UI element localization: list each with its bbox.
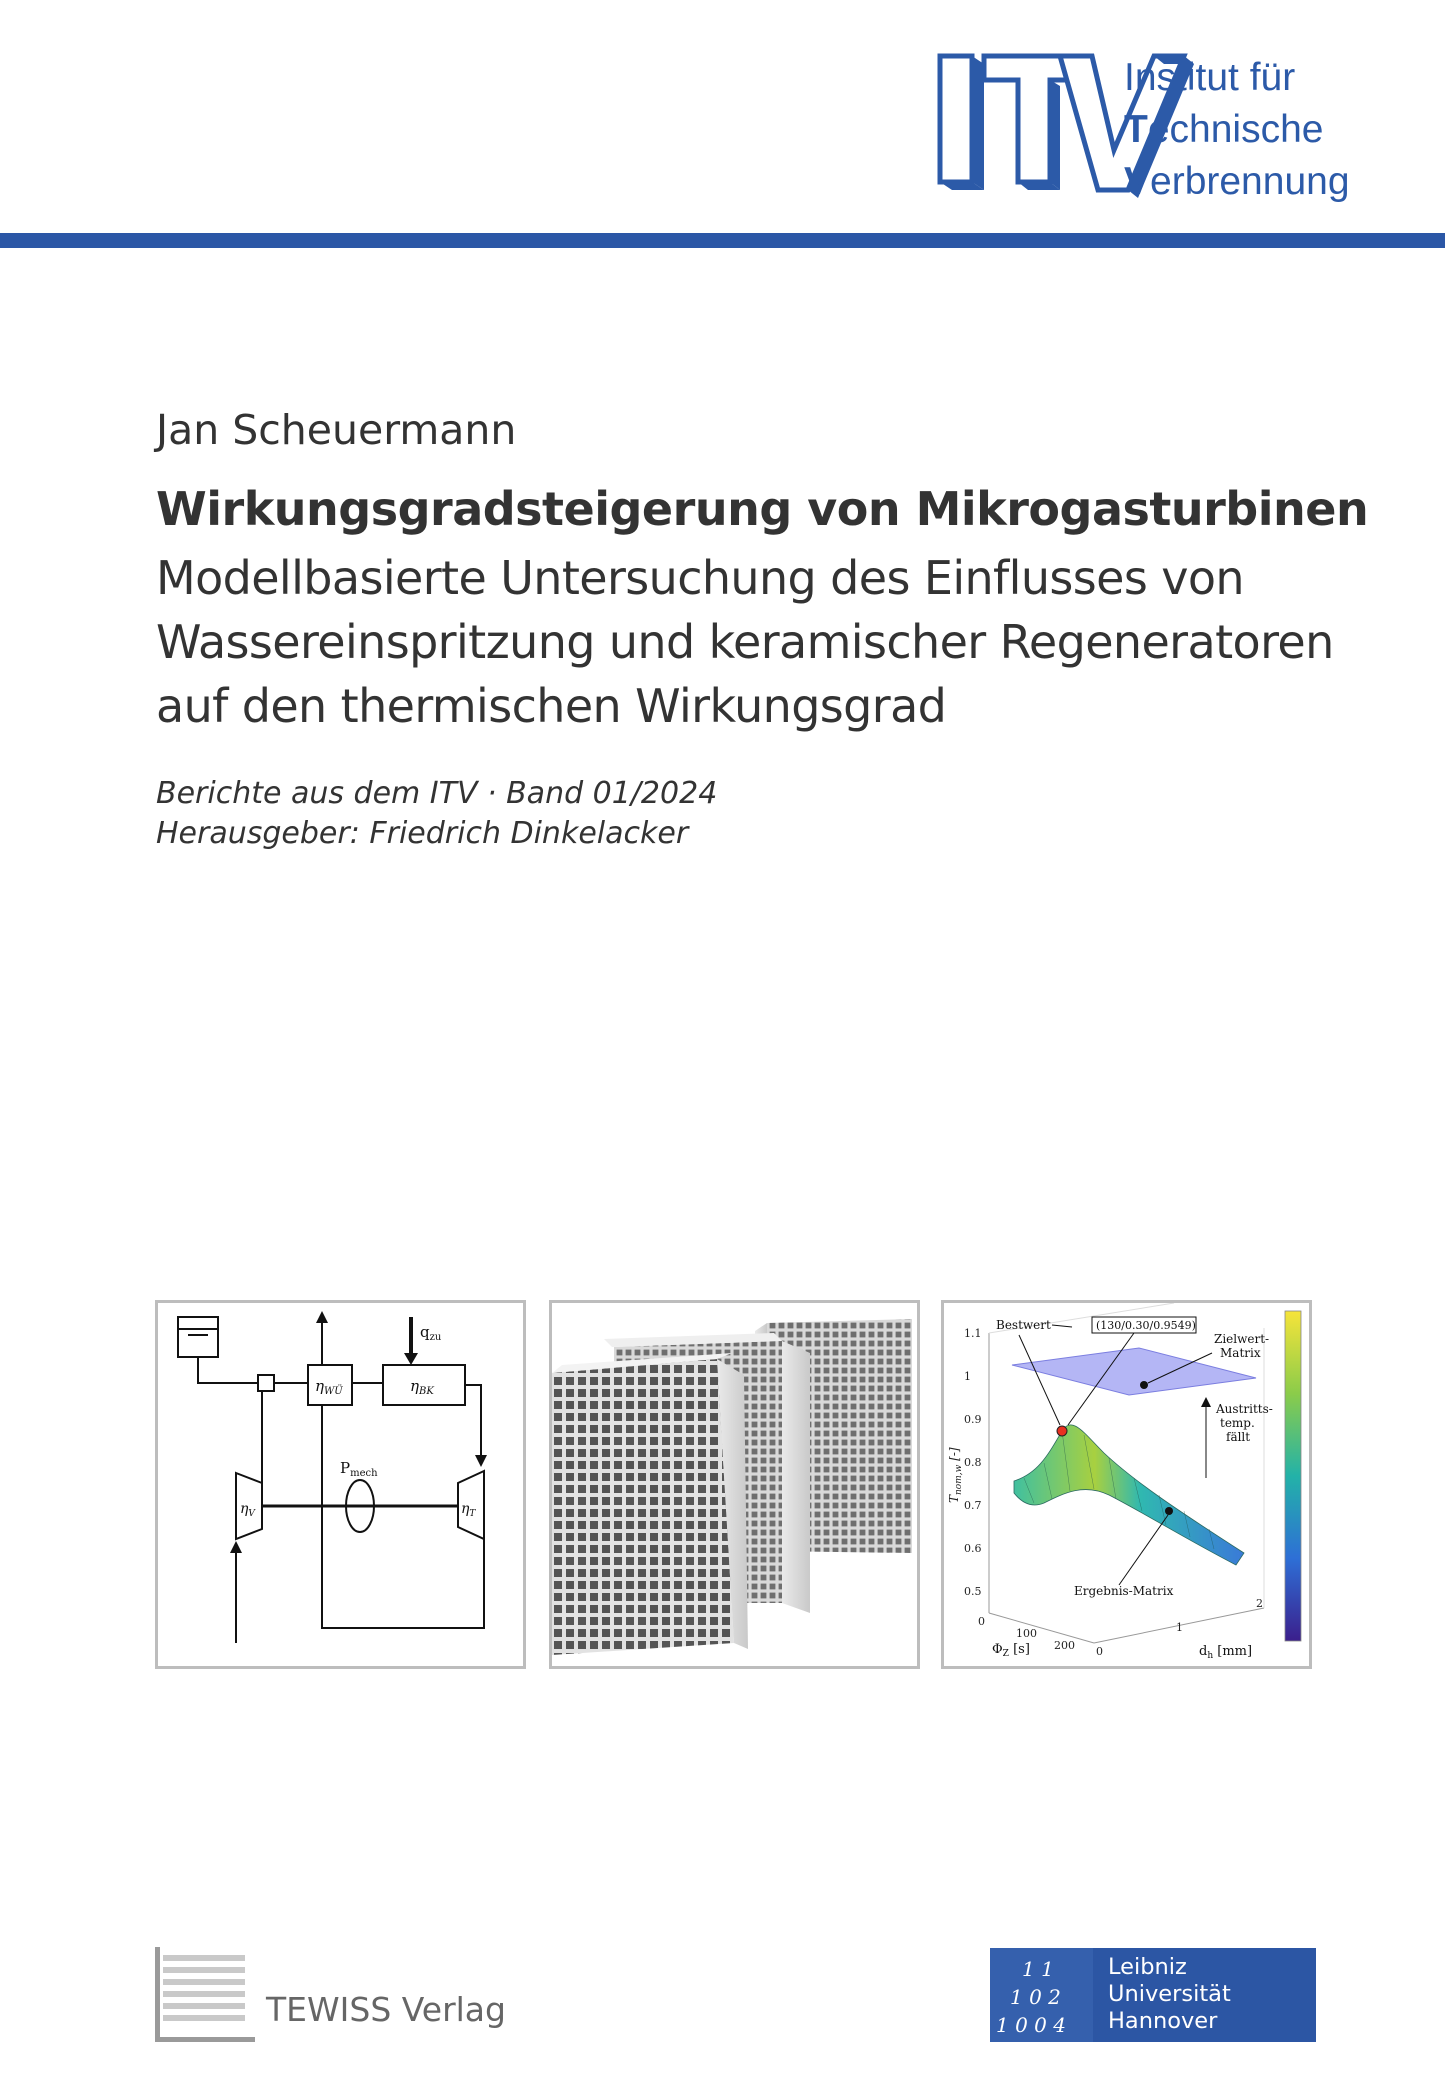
z-tick-label: 0.8 xyxy=(964,1456,982,1469)
z-tick-label: 0.9 xyxy=(964,1413,982,1426)
institute-line-3-rest: erbrennung xyxy=(1150,160,1350,203)
target-matrix-marker xyxy=(1140,1381,1148,1389)
outlet-temp-label-1: Austritts- xyxy=(1216,1402,1273,1416)
cycle-diagram xyxy=(158,1303,523,1666)
target-matrix-label-2: Matrix xyxy=(1220,1346,1261,1360)
p-mech-label: $P_{mech}$ xyxy=(340,1459,378,1479)
institute-name xyxy=(1124,52,1350,208)
q-in-label: $q_{zu}$ xyxy=(420,1323,442,1343)
heat-input-arrowhead-icon xyxy=(404,1353,418,1365)
university-line-1: Leibniz xyxy=(1108,1954,1187,1980)
z-tick-label: 0.7 xyxy=(964,1499,982,1512)
ceramic-regenerator-picture xyxy=(552,1303,917,1666)
result-matrix-marker xyxy=(1165,1507,1173,1515)
exhaust-arrowhead-icon xyxy=(316,1311,328,1323)
book-subtitle xyxy=(156,546,1396,738)
x-tick-label: 0 xyxy=(978,1615,985,1628)
y-tick-label: 2 xyxy=(1256,1597,1263,1610)
institute-line-1: Institut für xyxy=(1124,56,1296,99)
combustor-box xyxy=(383,1365,465,1405)
z-axis-label: $T_{nom,w}$ [-] xyxy=(947,1447,964,1503)
z-tick-labels xyxy=(964,1327,982,1598)
eta-v-label: $\eta_V$ xyxy=(240,1501,255,1519)
y-axis-label: $d_h$ [mm] xyxy=(1199,1644,1253,1661)
result-matrix-label: Ergebnis-Matrix xyxy=(1074,1584,1174,1598)
z-tick-label: 1.1 xyxy=(964,1327,982,1340)
outlet-temp-arrowhead-icon xyxy=(1201,1397,1211,1407)
subtitle-line-3: auf den thermischen Wirkungsgrad xyxy=(156,679,947,733)
outlet-temp-label-2: temp. xyxy=(1220,1416,1255,1430)
editor-line: Herausgeber: Friedrich Dinkelacker xyxy=(156,816,689,851)
x-tick-label: 100 xyxy=(1016,1627,1037,1640)
series-info xyxy=(156,774,717,854)
book-title: Wirkungsgradsteigerung von Mikrogasturbinen xyxy=(156,482,1369,536)
university-name xyxy=(1108,1954,1231,2035)
result-matrix-surface xyxy=(1014,1425,1244,1565)
z-tick-label: 0.5 xyxy=(964,1585,982,1598)
y-tick-label: 0 xyxy=(1096,1645,1103,1658)
best-value-text: (130/0.30/0.9549) xyxy=(1096,1319,1196,1332)
regenerator-block-front xyxy=(552,1359,734,1655)
eta-bk-label: $\eta_{BK}$ xyxy=(410,1377,434,1397)
turbine-inlet-arrowhead-icon xyxy=(475,1455,487,1467)
outlet-temp-label-3: fällt xyxy=(1226,1430,1251,1444)
author-name: Jan Scheuermann xyxy=(156,406,517,454)
best-value-arrow xyxy=(1019,1335,1060,1425)
subtitle-line-1: Modellbasierte Untersuchung des Einflusses von xyxy=(156,551,1244,605)
university-mark-row-2: 1 0 2 xyxy=(1010,1985,1061,2009)
result-matrix-leader xyxy=(1119,1515,1168,1585)
surface-plot xyxy=(944,1303,1309,1666)
regenerator-block-middle-side xyxy=(782,1341,810,1613)
cycle-diagram-panel xyxy=(155,1300,526,1669)
subtitle-line-2: Wassereinspritzung und keramischer Regeneratoren xyxy=(156,615,1334,669)
eta-t-label: $\eta_T$ xyxy=(461,1501,476,1519)
water-tank-icon xyxy=(178,1317,218,1357)
institute-line-2 xyxy=(1124,104,1350,156)
bk-turbine-line xyxy=(465,1385,481,1463)
best-value-marker xyxy=(1057,1426,1067,1436)
best-value-leader xyxy=(1052,1325,1072,1327)
university-mark-row-1: 1 1 xyxy=(1022,1957,1054,1981)
water-line xyxy=(198,1357,258,1383)
institute-line-2-initial: T xyxy=(1124,108,1148,151)
university-mark-row-3: 1 0 0 4 xyxy=(996,2013,1066,2037)
x-axis-line xyxy=(989,1613,1094,1643)
surface-plot-panel xyxy=(941,1300,1312,1669)
eta-wu-label: $\eta_{WÜ}$ xyxy=(315,1377,343,1397)
z-tick-label: 1 xyxy=(964,1370,971,1383)
institute-line-3-initial: V xyxy=(1124,160,1151,203)
x-tick-label: 200 xyxy=(1054,1639,1075,1652)
best-value-label: Bestwert xyxy=(996,1318,1051,1332)
institute-line-2-rest: echnische xyxy=(1147,108,1324,151)
university-mark-icon xyxy=(990,1948,1093,2042)
z-tick-label: 0.6 xyxy=(964,1542,982,1555)
target-matrix-label-1: Zielwert- xyxy=(1214,1332,1270,1346)
compressor-inlet-arrowhead-icon xyxy=(230,1541,242,1553)
publisher-name: TEWISS Verlag xyxy=(266,1990,506,2029)
university-logo xyxy=(990,1948,1316,2042)
x-axis-label: $\Phi_Z$ [s] xyxy=(992,1642,1030,1659)
mixer-box-icon xyxy=(258,1375,274,1391)
regenerator-photo-panel xyxy=(549,1300,920,1669)
university-line-3: Hannover xyxy=(1108,2008,1218,2034)
series-line: Berichte aus dem ITV · Band 01/2024 xyxy=(156,776,718,811)
header-rule xyxy=(0,233,1445,248)
y-tick-label: 1 xyxy=(1176,1621,1183,1634)
colorbar xyxy=(1285,1311,1301,1641)
institute-line-3 xyxy=(1124,156,1350,208)
university-line-2: Universität xyxy=(1108,1981,1231,2007)
